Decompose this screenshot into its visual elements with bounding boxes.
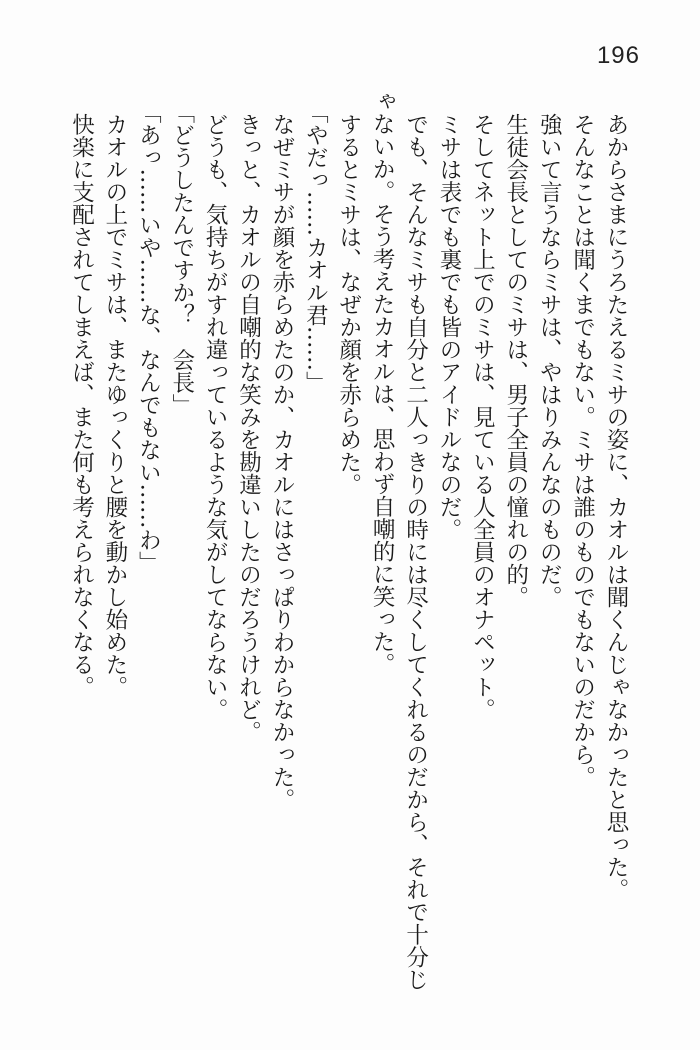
paragraph: 「やだっ……カオル君……」 — [302, 101, 329, 394]
paragraph: どうも、気持ちがすれ違っているような気がしてならない。 — [202, 112, 229, 720]
paragraph: なぜミサが顔を赤らめたのか、カオルにはさっぱりわからなかった。 — [268, 112, 295, 810]
paragraph: 強いて言うならミサは、やはりみんなのものだ。 — [536, 112, 563, 608]
paragraph: そんなことは聞くまでもない。ミサは誰のものでもないのだから。 — [569, 112, 596, 788]
paragraph: きっと、カオルの自嘲的な笑みを勘違いしたのだろうけれど。 — [235, 112, 262, 743]
paragraph: するとミサは、なぜか顔を赤らめた。 — [335, 112, 362, 495]
paragraph: 生徒会長としてのミサは、男子全員の憧れの的。 — [502, 112, 529, 608]
paragraph: あからさまにうろたえるミサの姿に、カオルは聞くんじゃなかったと思った。 — [603, 112, 629, 900]
page-number: 196 — [596, 42, 640, 69]
vertical-text-block — [64, 90, 632, 995]
paragraph: 「あっ……いや……な、なんでもない……わ」 — [135, 101, 162, 574]
paragraph: でも、そんなミサも自分と二人っきりの時には尽くしてくれるのだから、それで十分じゃないか。そう考えたカオルは、思わず自嘲的に笑った。 — [369, 90, 429, 990]
paragraph: カオルの上でミサは、またゆっくりと腰を動かし始めた。 — [101, 112, 128, 698]
paragraph: ミサは表でも裏でも皆のアイドルなのだ。 — [435, 112, 462, 540]
paragraph: 「どうしたんですか？ 会長」 — [168, 101, 195, 417]
paragraph: 快楽に支配されてしまえば、また何も考えられなくなる。 — [68, 112, 95, 698]
paragraph: そしてネット上でのミサは、見ている人全員のオナペット。 — [469, 112, 496, 720]
